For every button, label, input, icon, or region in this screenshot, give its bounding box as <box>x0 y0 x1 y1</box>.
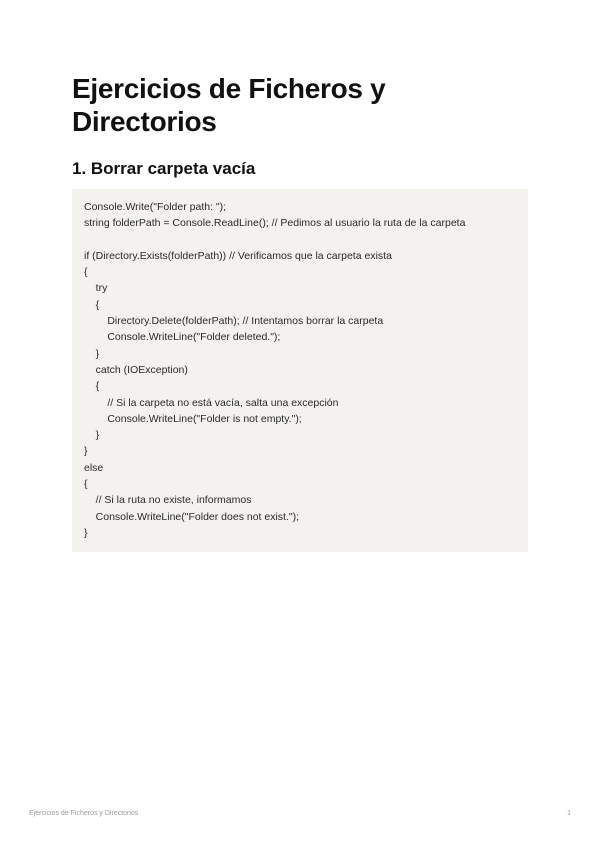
code-line: Console.WriteLine("Folder deleted."); <box>84 331 281 344</box>
code-line <box>84 232 516 248</box>
code-line: // Si la ruta no existe, informamos <box>84 494 252 507</box>
code-line: Directory.Delete(folderPath); // Intentamos borrar la carpeta <box>84 315 384 328</box>
code-line: if (Directory.Exists(folderPath)) // Verificamos que la carpeta exista <box>84 249 392 262</box>
code-line: Console.Write("Folder path: "); <box>84 201 227 213</box>
footer-page-number: 1 <box>567 810 571 817</box>
code-line: { <box>84 478 88 491</box>
code-line: { <box>84 380 100 393</box>
code-line: Console.WriteLine("Folder is not empty."); <box>84 412 302 425</box>
code-line: { <box>84 266 88 279</box>
page-content <box>72 72 528 552</box>
code-line: // Si la carpeta no está vacía, salta una excepción <box>84 396 339 409</box>
code-line: } <box>84 429 100 442</box>
code-line: catch (IOException) <box>84 363 188 376</box>
code-line: } <box>84 526 88 539</box>
code-line: else <box>84 461 104 474</box>
section-heading: 1. Borrar carpeta vacía <box>72 159 256 178</box>
code-line: try <box>84 282 108 295</box>
code-line: } <box>84 445 88 458</box>
code-line: { <box>84 298 100 311</box>
code-line: } <box>84 347 100 360</box>
code-line: Console.WriteLine("Folder does not exist."); <box>84 510 300 523</box>
page-title: Ejercicios de Ficheros y Directorios <box>72 73 386 137</box>
footer-document-title: Ejercicios de Ficheros y Directorios <box>29 810 139 817</box>
code-line: string folderPath = Console.ReadLine(); // Pedimos al usuario la ruta de la carpeta <box>84 217 466 230</box>
code-block <box>72 189 528 552</box>
